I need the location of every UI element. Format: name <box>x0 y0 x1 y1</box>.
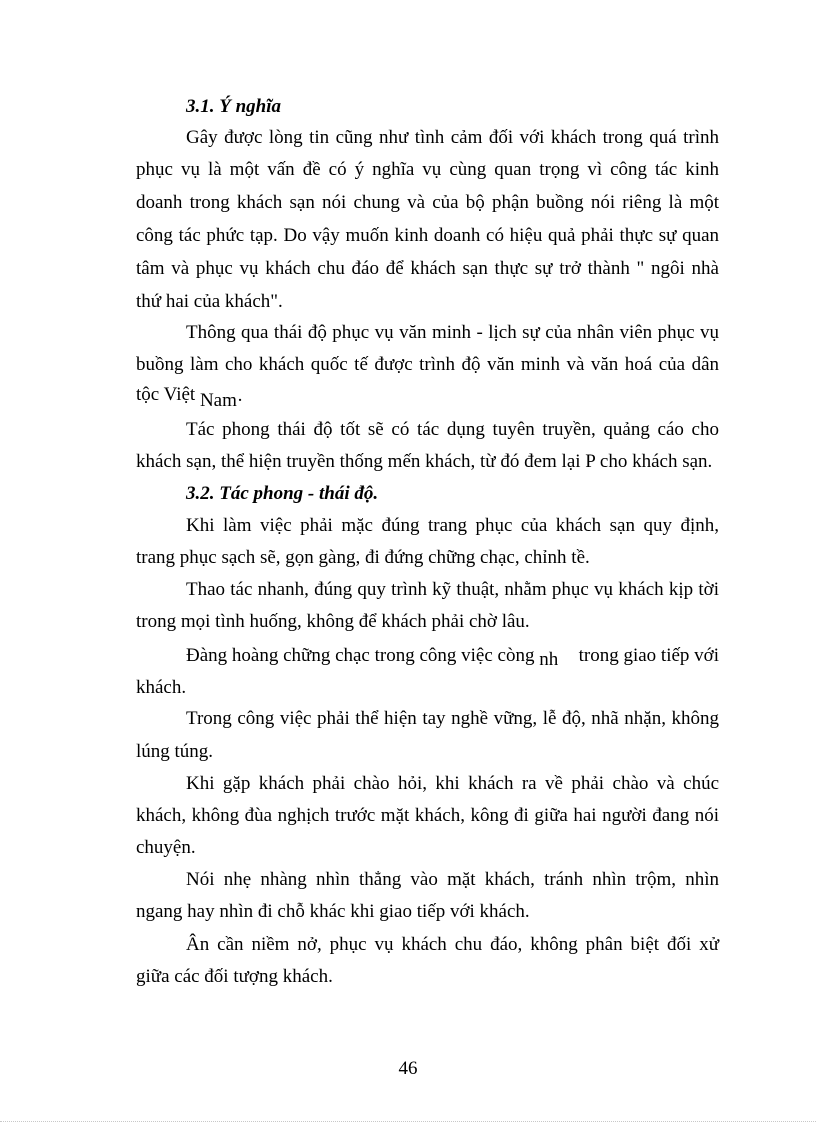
paragraph-line: ngang hay nhìn đi chỗ khác khi giao tiếp với khách. <box>136 901 530 922</box>
paragraph-line: Nói nhẹ nhàng nhìn thẳng vào mặt khách, tránh nhìn trộm, nhìn <box>186 869 719 890</box>
paragraph-line: Gây được lòng tin cũng như tình cảm đối với khách trong quá trình <box>186 127 719 148</box>
paragraph-line: khách, không đùa nghịch trước mặt khách, kông đi giữa hai người đang nói <box>136 805 719 826</box>
paragraph-line: lúng túng. <box>136 741 214 762</box>
paragraph-line <box>136 384 244 411</box>
paragraph-line: Tác phong thái độ tốt sẽ có tác dụng tuyên truyền, quảng cáo cho <box>186 419 719 440</box>
paragraph-line <box>186 645 719 670</box>
paragraph-text-offset: Nam· <box>199 390 244 411</box>
paragraph-line: giữa các đối tượng khách. <box>136 966 333 987</box>
paragraph-text-end: trong giao tiếp với <box>578 645 719 666</box>
paragraph-line: phục vụ là một vấn đề có ý nghĩa vụ cùng quan trọng vì công tác kinh <box>136 159 719 180</box>
paragraph-text <box>186 645 559 670</box>
paragraph-line: chuyện. <box>136 837 196 858</box>
paragraph-line: tâm và phục vụ khách chu đáo để khách sạn thực sự trở thành " ngôi nhà <box>136 258 719 279</box>
paragraph-line: Thông qua thái độ phục vụ văn minh - lịch sự của nhân viên phục vụ <box>186 322 719 343</box>
paragraph-line: khách. <box>136 677 187 698</box>
paragraph-line: trang phục sạch sẽ, gọn gàng, đi đứng chững chạc, chỉnh tề. <box>136 547 590 568</box>
paragraph-line: Khi làm việc phải mặc đúng trang phục của khách sạn quy định, <box>186 515 719 536</box>
paragraph-text-start: Đàng hoàng chững chạc trong công việc còng <box>186 645 535 666</box>
page-number: 46 <box>398 1058 418 1079</box>
paragraph-line: Ân cần niềm nở, phục vụ khách chu đáo, không phân biệt đối xử <box>186 934 719 955</box>
page-bottom-divider <box>0 1121 816 1122</box>
paragraph-line: Trong công việc phải thể hiện tay nghề vững, lễ độ, nhã nhặn, không <box>186 708 719 729</box>
paragraph-text: tộc Việt <box>136 384 196 405</box>
paragraph-line: khách sạn, thể hiện truyền thống mến khách, từ đó đem lại P cho khách sạn. <box>136 451 713 472</box>
paragraph-line: thứ hai của khách". <box>136 291 283 312</box>
paragraph-line: Khi gặp khách phải chào hỏi, khi khách ra về phải chào và chúc <box>186 773 719 794</box>
paragraph-line: công tác phức tạp. Do vậy muốn kinh doanh có hiệu quả phải thực sự quan <box>136 225 719 246</box>
paragraph-line: Thao tác nhanh, đúng quy trình kỹ thuật, nhằm phục vụ khách kịp tời <box>186 579 719 600</box>
paragraph-line: buồng làm cho khách quốc tế được trình độ văn minh và văn hoá của dân <box>136 354 719 375</box>
paragraph-text-offset: nh <box>539 649 559 670</box>
paragraph-line: doanh trong khách sạn nói chung và của bộ phận buồng nói riêng là một <box>136 192 719 213</box>
paragraph-line: trong mọi tình huống, không để khách phải chờ lâu. <box>136 611 530 632</box>
section-heading: 3.2. Tác phong - thái độ. <box>186 483 379 504</box>
section-heading: 3.1. Ý nghĩa <box>186 96 282 117</box>
